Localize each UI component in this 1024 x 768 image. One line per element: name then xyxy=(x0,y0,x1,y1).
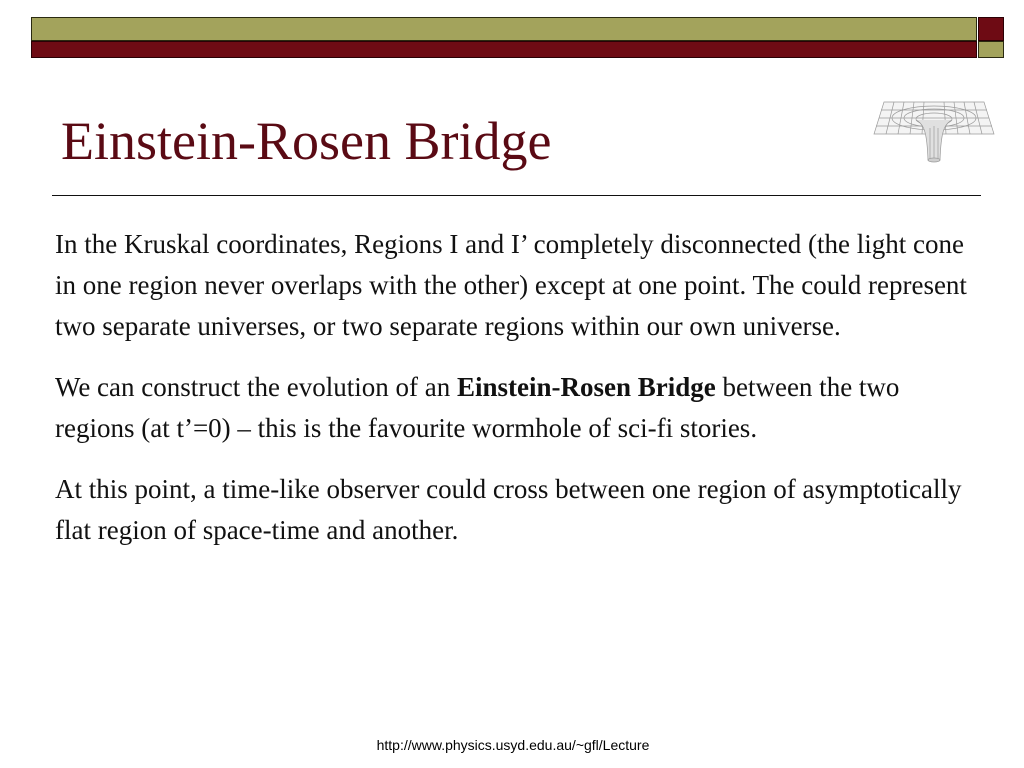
body-paragraph-2 xyxy=(55,367,970,449)
paragraph-2-rest: between the two regions (at t’=0) – this is the favourite wormhole of sci-fi stories. xyxy=(55,372,900,443)
body-paragraph-1: In the Kruskal coordinates, Regions I and I’ completely disconnected (the light cone in one region never overlaps with the other) except at one point. The could represent two separate universes, or two separate regions within our own universe. xyxy=(55,229,967,341)
header-corner-olive xyxy=(978,41,1004,58)
title-divider xyxy=(52,195,981,196)
slide-title: Einstein-Rosen Bridge xyxy=(61,111,552,171)
paragraph-2-intro: We can construct the evolution of an xyxy=(55,372,457,402)
body-paragraph-3: At this point, a time-like observer could cross between one region of asymptotically flat region of space-time and another. xyxy=(55,474,962,545)
header-bar-maroon xyxy=(31,41,977,58)
footer-url: http://www.physics.usyd.edu.au/~gfl/Lecture xyxy=(376,737,650,753)
wormhole-funnel-icon xyxy=(872,98,996,166)
slide-body xyxy=(55,224,970,571)
header-corner-maroon xyxy=(978,17,1004,41)
paragraph-2-bold-term: Einstein-Rosen Bridge xyxy=(456,372,716,402)
header-bar-olive xyxy=(31,17,977,41)
